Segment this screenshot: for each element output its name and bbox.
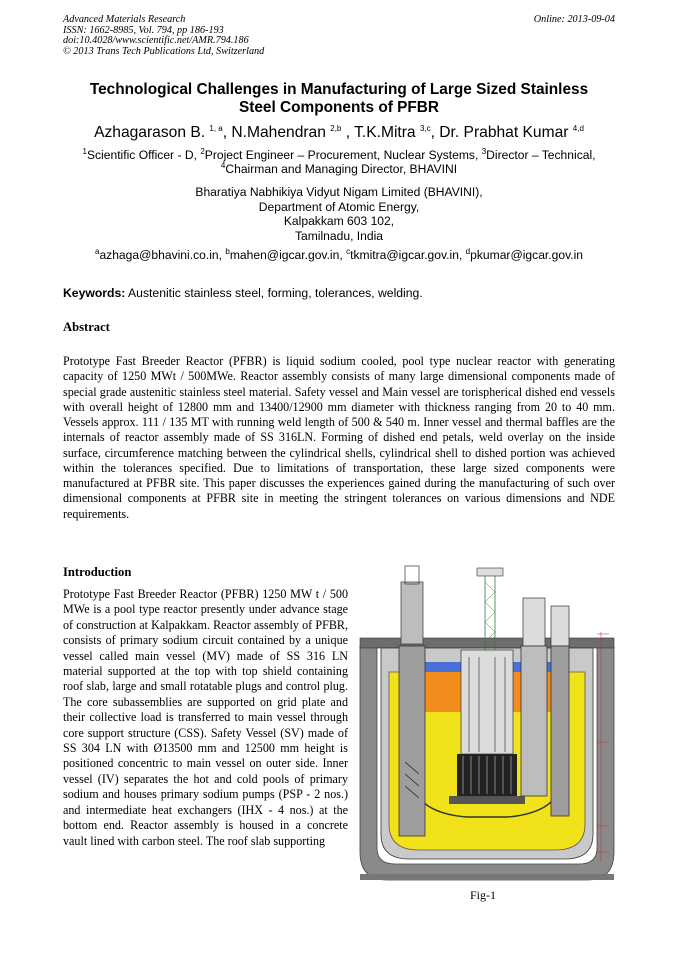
online-date: Online: 2013-09-04 [533, 14, 615, 25]
affiliation-line-2: $^4$Chairman and Managing Director, BHAVINI [220, 160, 458, 176]
org-line-1: Bharatiya Nabhikiya Vidyut Nigam Limited (BHAVINI), [195, 185, 483, 199]
intermediate-heat-exchanger [521, 646, 547, 796]
affiliation-1: Scientific Officer - D, [86, 148, 197, 162]
copyright-line: © 2013 Trans Tech Publications Ltd, Switzerland [63, 45, 265, 57]
introduction-body: Prototype Fast Breeder Reactor (PFBR) 1250 MW t / 500 MWe is a pool type reactor presently under advance stage of construction at Kalpakkam. Reactor assembly of PFBR, consists of primary sodium circuit contained by a unique vessel called main vessel (MV) made of SS 316 LN material supported at the top with top shield containing roof slab, large and small rotatable plugs and control plug. The core subassemblies are supported on grid plate and their collective load is transferred to main vessel through core support structure (CSS). Safety Vessel (SV) made of SS 304 LN with Ø13500 mm and 12500 mm height is positioned concentric to main vessel on outer side. Inner vessel (IV) separates the hot and cold pools of primary sodium and houses primary sodium pumps (PSP - 2 nos.) and intermediate heat exchangers (IHX - 4 nos.) at the bottom end. Reactor assembly is housed in a concrete vault lined with carbon steel. The roof slab supporting [63, 587, 348, 848]
author-sup: 1, a [209, 123, 223, 133]
figure-caption: Fig-1 [470, 888, 497, 902]
email-sup: d [465, 246, 471, 256]
introduction-heading: Introduction [63, 565, 132, 579]
author-sup: 4,d [572, 123, 584, 133]
affiliations [55, 148, 623, 176]
pump-motor [401, 582, 423, 644]
affiliation-2: Project Engineer – Procurement, Nuclear Systems, [204, 148, 479, 162]
keywords [63, 286, 423, 300]
email-link[interactable]: pkumar@igcar.gov.in [470, 248, 584, 262]
author-sup: 3,c [419, 123, 431, 133]
ihx-right [551, 646, 569, 816]
author-name: T.K.Mitra [354, 124, 416, 141]
ihx-top [523, 598, 545, 646]
author-name: N.Mahendran [231, 124, 326, 141]
affiliation-3: Director – Technical, [486, 148, 596, 162]
email-link[interactable]: mahen@igcar.gov.in [229, 248, 340, 262]
affiliation-4: Chairman and Managing Director, BHAVINI [225, 162, 458, 176]
journal-name: Advanced Materials Research [63, 14, 186, 25]
author-emails: $^a$azhaga@bhavini.co.in, $^b$mahen@igcar.gov.in, $^c$tkmitra@igcar.gov.in, $^d$pkumar@igcar.gov.in [94, 246, 584, 262]
reactor-figure [357, 562, 617, 885]
keywords-label: Keywords: [63, 286, 126, 300]
author-name: Dr. Prabhat Kumar [439, 124, 569, 141]
issn-line: ISSN: 1662-8985, Vol. 794, pp 186-193 [63, 24, 224, 36]
author-sup: 2,b [330, 123, 342, 133]
abstract-body: Prototype Fast Breeder Reactor (PFBR) is liquid sodium cooled, pool type nuclear reactor with generating capacity of 1250 MWt / 500MWe. Reactor assembly consists of many large dimensional components made of special grade austenitic stainless steel material. Safety vessel and Main vessel are torispherical dished end vessels with overall height of 12800 mm and 13400/12900 mm diameter with thickness ranging from 20 to 40 mm. Vessels approx. 111 / 135 MT with running weld length of 500 & 540 m. Inner vessel and thermal baffles are the internals of reactor assembly made of SS 316LN. Forming of dished end petals, weld overlay on the inside surface, circumference matching between the cylindrical shells, cylindrical shell to dished portion was achieved within the tolerances specified. Due to limitations of transportation, these large sized components were manufactured at PFBR site. This paper discusses the experiences gained during the manufacturing of such over dimensional components at PFBR site in meeting the stringent tolerances on various dimensions and NDE requirements. [63, 354, 615, 521]
journal-header [63, 15, 264, 57]
roof-slab [360, 638, 614, 648]
author-name: Azhagarason B. [94, 124, 206, 141]
keywords-text: Austenitic stainless steel, forming, tolerances, welding. [128, 286, 423, 300]
affiliation-line-1: $^1$Scientific Officer - D, $^2$Project Engineer – Procurement, Nuclear Systems, $^3$Director – Technical, [82, 146, 596, 162]
reactor-schematic [357, 562, 617, 885]
org-line-2: Department of Atomic Energy, [258, 199, 420, 214]
org-line-3: Kalpakkam 603 102, [283, 214, 395, 229]
doi-line: doi:10.4028/www.scientific.net/AMR.794.186 [63, 35, 249, 47]
paper-title [63, 81, 615, 116]
email-sup: a [94, 246, 100, 256]
email-sup: c [346, 246, 351, 256]
grid-plate [449, 796, 525, 804]
email-link[interactable]: azhaga@bhavini.co.in [99, 248, 219, 262]
title-line-1: Technological Challenges in Manufacturing of Large Sized Stainless [89, 81, 589, 98]
primary-sodium-pump [399, 646, 425, 836]
email-sup: b [225, 246, 230, 256]
abstract-heading: Abstract [63, 320, 110, 334]
email-link[interactable]: tkmitra@igcar.gov.in [350, 248, 459, 262]
org-line-4: Tamilnadu, India [294, 228, 384, 243]
author-list: Azhagarason B. $^{1, a}$, N.Mahendran $^{2,b}$ , T.K.Mitra $^{3,c}$, Dr. Prabhat Kumar $^{4,d}$ [94, 123, 584, 141]
organization-address [150, 185, 528, 243]
title-line-2: Steel Components of PFBR [238, 98, 440, 116]
